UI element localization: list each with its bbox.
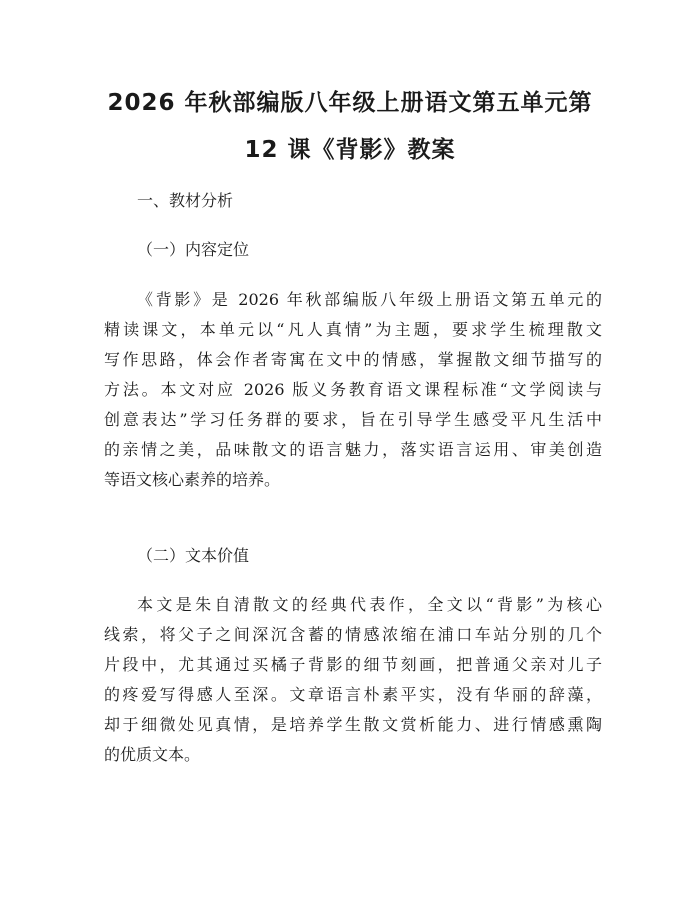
subsection-heading-text-value: （二）文本价值 [137, 546, 250, 565]
paragraph-line: 的亲情之美，品味散文的语言魅力，落实语言运用、审美创造 [104, 440, 602, 459]
section-heading-textbook-analysis: 一、教材分析 [137, 191, 234, 210]
document-title-line-2: 12 课《背影》教案 [244, 137, 456, 163]
paragraph-line: 精读课文，本单元以“凡人真情”为主题，要求学生梳理散文 [104, 320, 602, 339]
subsection-heading-content-positioning: （一）内容定位 [137, 240, 250, 259]
paragraph-text-value [104, 590, 602, 770]
paragraph-line: 的疼爱写得感人至深。文章语言朴素平实，没有华丽的辞藻， [104, 685, 602, 704]
paragraph-line: 方法。本文对应 2026 版义务教育语文课程标准“文学阅读与 [104, 380, 602, 399]
paragraph-line: 《背影》是 2026 年秋部编版八年级上册语文第五单元的 [137, 290, 602, 309]
paragraph-line: 片段中，尤其通过买橘子背影的细节刻画，把普通父亲对儿子 [104, 655, 602, 674]
paragraph-line: 的优质文本。 [104, 745, 201, 764]
paragraph-content-positioning [104, 285, 602, 495]
paragraph-line: 写作思路，体会作者寄寓在文中的情感，掌握散文细节描写的 [104, 350, 602, 369]
paragraph-line: 等语文核心素养的培养。 [104, 470, 281, 489]
paragraph-line: 却于细微处见真情，是培养学生散文赏析能力、进行情感熏陶 [104, 715, 602, 734]
paragraph-line: 线索，将父子之间深沉含蓄的情感浓缩在浦口车站分别的几个 [104, 625, 602, 644]
paragraph-line: 本文是朱自清散文的经典代表作，全文以“背影”为核心 [137, 595, 602, 614]
paragraph-line: 创意表达”学习任务群的要求，旨在引导学生感受平凡生活中 [104, 410, 602, 429]
document-title-line-1: 2026 年秋部编版八年级上册语文第五单元第 [107, 90, 593, 116]
